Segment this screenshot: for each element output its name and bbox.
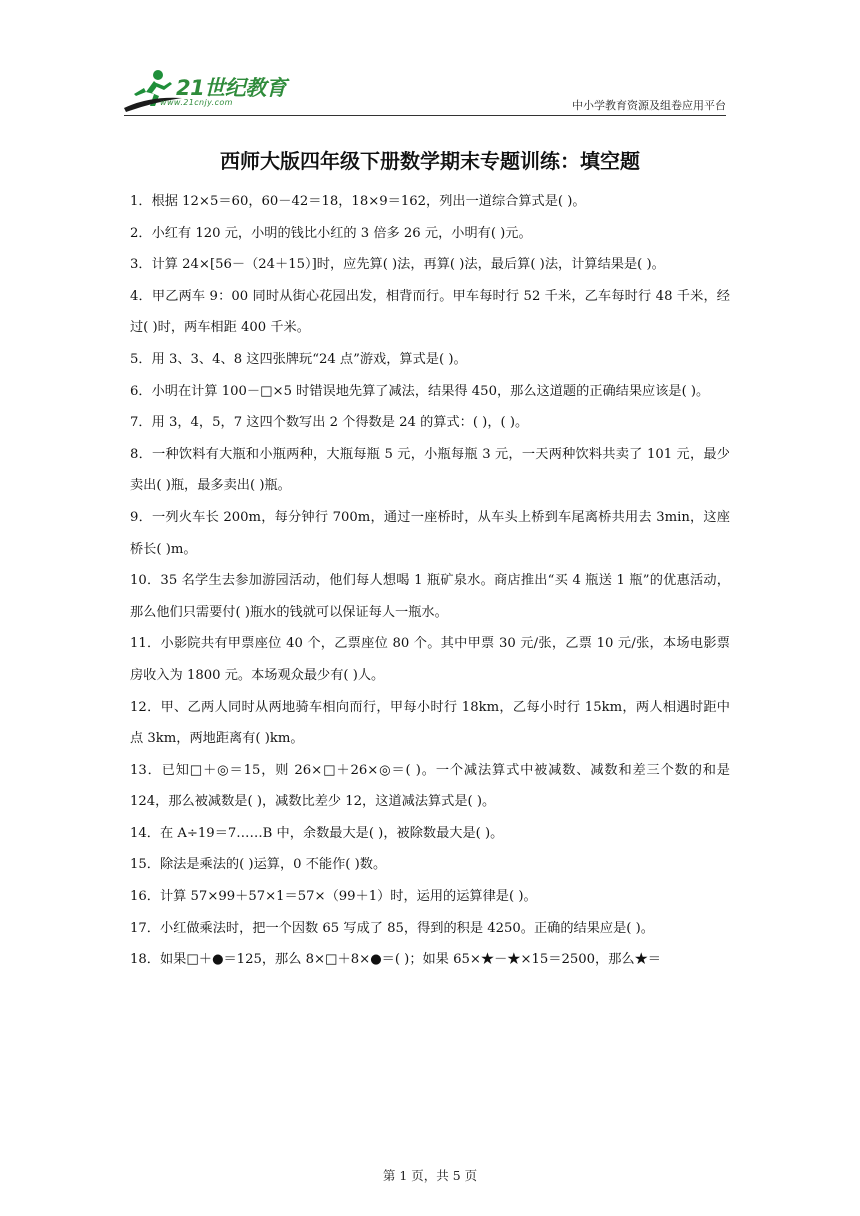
question-8: 8．一种饮料有大瓶和小瓶两种，大瓶每瓶 5 元，小瓶每瓶 3 元，一天两种饮料共卖了 101 元，最少卖出( )瓶，最多卖出( )瓶。 (130, 446, 730, 494)
question-4: 4．甲乙两车 9：00 同时从街心花园出发，相背而行。甲车每时行 52 千米，乙车每时行 48 千米，经过( )时，两车相距 400 千米。 (130, 288, 730, 336)
header-divider (124, 115, 726, 116)
question-10: 10．35 名学生去参加游园活动，他们每人想喝 1 瓶矿泉水。商店推出“买 4 瓶送 1 瓶”的优惠活动，那么他们只需要付( )瓶水的钱就可以保证每人一瓶水。 (130, 573, 730, 620)
question-2: 2．小红有 120 元，小明的钱比小红的 3 倍多 26 元，小明有( )元。 (130, 225, 532, 241)
question-1: 1．根据 12×5＝60，60－42＝18，18×9＝162，列出一道综合算式是( )。 (130, 194, 586, 209)
page-footer: 第 1 页，共 5 页 (382, 1168, 478, 1183)
logo-name: 21世纪教育 (176, 76, 287, 100)
question-12: 12．甲、乙两人同时从两地骑车相向而行，甲每小时行 18km，乙每小时行 15km，两人相遇时距中点 3km，两地距离有( )km。 (130, 699, 730, 747)
document-title: 西师大版四年级下册数学期末专题训练：填空题 (220, 149, 640, 173)
question-3: 3．计算 24×[56－（24＋15）]时，应先算( )法，再算( )法，最后算( )法，计算结果是( )。 (130, 257, 665, 273)
question-list (130, 186, 730, 976)
logo-url: www.21cnjy.com (160, 98, 233, 107)
runner-logo-icon (124, 68, 184, 114)
question-7: 7．用 3，4，5，7 这四个数写出 2 个得数是 24 的算式：( )，( )。 (130, 415, 529, 431)
question-15: 15．除法是乘法的( )运算，0 不能作( )数。 (130, 857, 387, 873)
question-14: 14．在 A÷19＝7……B 中，余数最大是( )，被除数最大是( )。 (130, 825, 504, 841)
question-11: 11．小影院共有甲票座位 40 个，乙票座位 80 个。其中甲票 30 元/张，乙票 10 元/张，本场电影票房收入为 1800 元。本场观众最少有( )人。 (130, 636, 730, 683)
question-13: 13．已知□＋◎＝15，则 26×□＋26×◎＝( )。一个减法算式中被减数、减数和差三个数的和是 124，那么被减数是( )，减数比差少 12，这道减法算式是( )。 (130, 762, 730, 810)
question-18: 18．如果□＋●＝125，那么 8×□＋8×●＝( )；如果 65×★－★×15＝2500，那么★＝ (130, 952, 661, 968)
question-9: 9．一列火车长 200m，每分钟行 700m，通过一座桥时，从车头上桥到车尾离桥共用去 3min，这座桥长( )m。 (130, 509, 730, 557)
question-16: 16．计算 57×99＋57×1＝57×（99＋1）时，运用的运算律是( )。 (130, 889, 537, 905)
site-logo (124, 68, 304, 114)
question-5: 5．用 3、3、4、8 这四张牌玩“24 点”游戏，算式是( )。 (130, 351, 467, 367)
page-header (124, 68, 726, 118)
header-tagline: 中小学教育资源及组卷应用平台 (572, 99, 726, 112)
question-6: 6．小明在计算 100－□×5 时错误地先算了减法，结果得 450，那么这道题的正确结果应该是( )。 (130, 383, 710, 399)
question-17: 17．小红做乘法时，把一个因数 65 写成了 85，得到的积是 4250。正确的结果应是( )。 (130, 920, 654, 936)
